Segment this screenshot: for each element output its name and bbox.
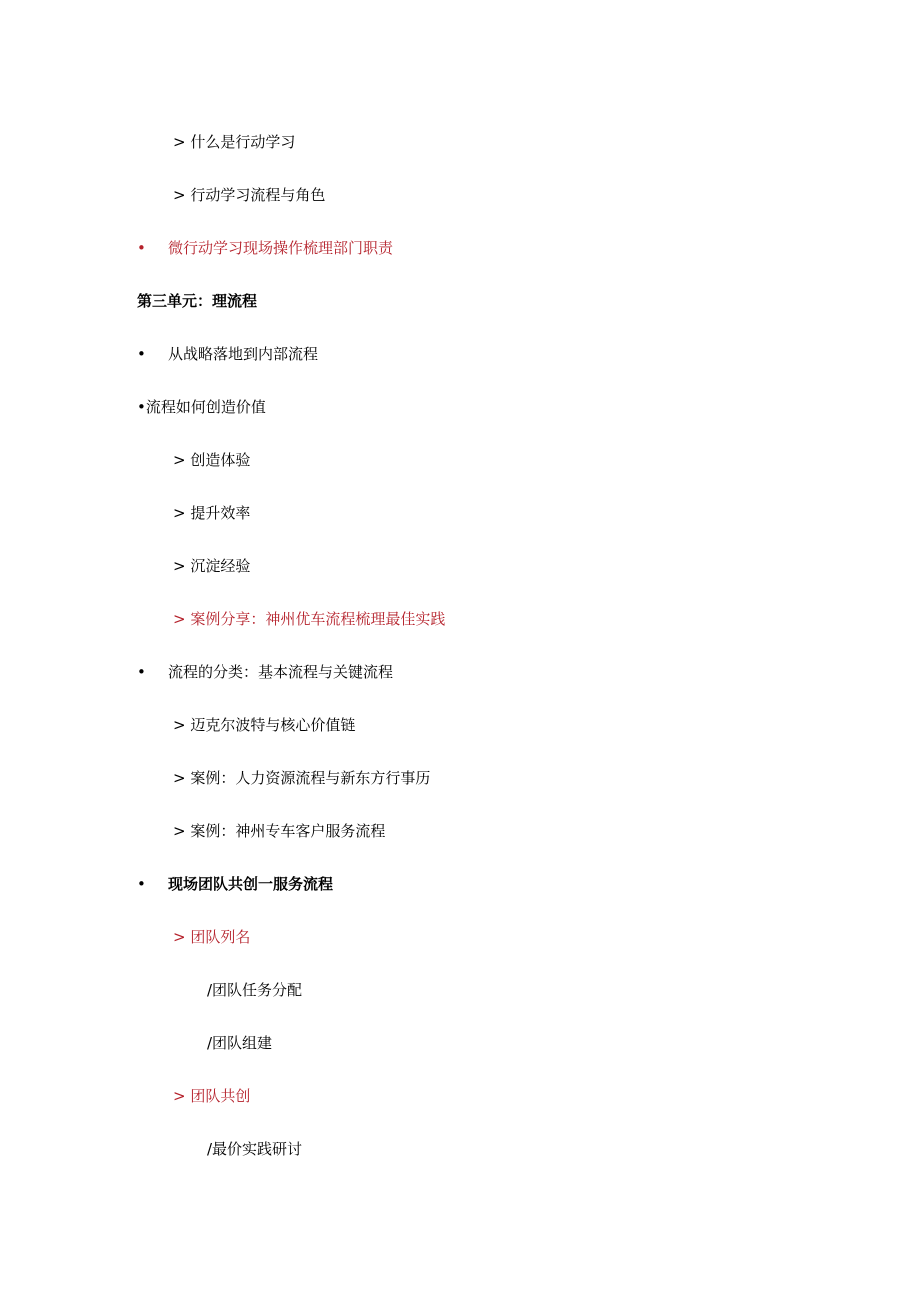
sub-item-accumulate-experience: > 沉淀经验	[173, 557, 251, 575]
sub-item-improve-efficiency: > 提升效率	[173, 504, 251, 522]
sub-item-case-hr-process: > 案例：人力资源流程与新东方行事历	[173, 769, 431, 787]
sub-sub-item-team-building: /团队组建	[207, 1034, 273, 1052]
bullet-marker: •	[137, 875, 146, 893]
bullet-marker: •	[137, 663, 146, 681]
sub-item-team-listing: > 团队列名	[173, 928, 251, 946]
bullet-marker: •	[137, 239, 146, 257]
sub-item-case-customer-service: > 案例：神州专车客户服务流程	[173, 822, 386, 840]
list-item-micro-action-learning: 微行动学习现场操作梳理部门职责	[168, 239, 394, 257]
section-heading-unit-three: 第三单元：理流程	[137, 292, 258, 310]
sub-item-create-experience: > 创造体验	[173, 451, 251, 469]
sub-sub-item-best-practice-discussion: /最价实践研讨	[207, 1140, 303, 1158]
sub-item-case-sharing: > 案例分享：神州优车流程梳理最佳实践	[173, 610, 446, 628]
list-item-process-value: •流程如何创造价值	[137, 398, 266, 416]
list-item-team-co-creation: 现场团队共创一服务流程	[168, 875, 334, 893]
list-item-strategy-to-process: 从战略落地到内部流程	[168, 345, 319, 363]
bullet-marker: •	[137, 345, 146, 363]
sub-item-team-co-create: > 团队共创	[173, 1087, 251, 1105]
list-item-process-classification: 流程的分类：基本流程与关键流程	[168, 663, 394, 681]
sub-sub-item-task-assignment: /团队任务分配	[207, 981, 303, 999]
sub-item-porter-value-chain: > 迈克尔波特与核心价值链	[173, 716, 356, 734]
sub-item-action-learning-process-roles: > 行动学习流程与角色	[173, 186, 326, 204]
sub-item-what-is-action-learning: > 什么是行动学习	[173, 133, 296, 151]
